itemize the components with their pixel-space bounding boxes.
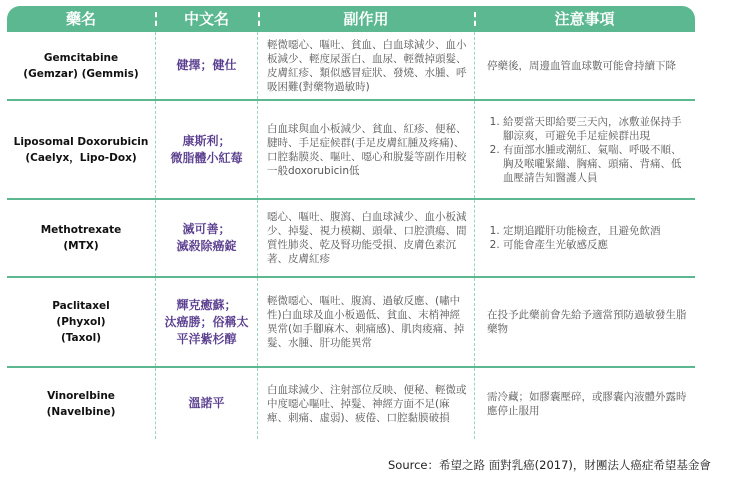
drug-name-cell xyxy=(7,200,155,276)
notes-cell xyxy=(474,32,695,99)
side-effects-text: 白血球減少、注射部位反映、便秘、輕微或中度噁心嘔吐、掉髮、神經方面不足(麻痺、刺痛、虛弱)、疲倦、口腔黏膜破損 xyxy=(267,383,467,424)
header-notes: 注意事項 xyxy=(474,6,695,32)
notes-cell xyxy=(474,101,695,198)
side-effects-text: 白血球與血小板減少、貧血、紅疹、便秘、腱時、手足症候群(手足皮膚紅腫及疼痛)、口腔黏膜炎、嘔吐、噁心和脫髮等副作用較一般doxorubicin低 xyxy=(267,122,467,177)
drug-name-cell xyxy=(7,368,155,439)
drug-brand: (MTX) xyxy=(63,240,99,252)
header-drug-name: 藥名 xyxy=(65,10,96,28)
notes-item: 1. 給要當天即給要三天內，冰敷並保持手腳涼爽，可避免手足症候群出現 xyxy=(503,115,689,143)
chinese-name-cell xyxy=(155,278,258,366)
notes-list xyxy=(487,115,689,185)
table-header xyxy=(7,6,695,32)
side-effects-cell xyxy=(258,101,474,198)
chinese-name-cell xyxy=(155,368,258,439)
drug-name-cell xyxy=(7,278,155,366)
table-row xyxy=(7,32,695,101)
drug-brand: (Navelbine) xyxy=(46,405,116,418)
notes-item: 2. 有面部水腫或潮紅、氣喘、呼吸不順、胸及喉嚨緊繃、胸痛、頭痛、背痛、低血壓請告知醫護人員 xyxy=(503,143,689,185)
chinese-name: 溫諾平 xyxy=(188,396,225,410)
chinese-name: 輝克癒蘇； xyxy=(176,297,237,312)
drug-name: Liposomal Doxorubicin xyxy=(13,135,149,148)
notes-cell xyxy=(474,200,695,276)
drug-brand: (Phyxol) xyxy=(56,316,106,328)
side-effects-text: 輕微噁心、嘔吐、貧血、白血球減少、血小板減少、輕度尿蛋白、血尿、輕微掉頭髮、皮膚紅疹、類似感冒症狀、發燒、水腫、呼吸困難(對藥物過敏時) xyxy=(267,38,467,93)
drug-name-cell xyxy=(7,32,155,99)
drug-brand-alt: (Taxol) xyxy=(60,332,102,344)
notes-text: 停藥後，周邊血管血球數可能會持續下降 xyxy=(487,59,676,72)
notes-text: 需冷藏；如膠囊壓碎，或膠囊內液體外露時應停止服用 xyxy=(487,390,687,417)
chinese-name-cell xyxy=(155,32,258,99)
table-row xyxy=(7,101,695,200)
notes-item: 1. 定期追蹤肝功能檢查，且避免飲酒 xyxy=(503,224,661,238)
chinese-name-cell xyxy=(155,200,258,276)
side-effects-cell xyxy=(258,32,474,99)
header-side-effects: 副作用 xyxy=(258,6,474,32)
drug-name-cell xyxy=(7,101,155,198)
notes-item: 2. 可能會產生光敏感反應 xyxy=(503,238,661,252)
source-caption: Source：希望之路 面對乳癌(2017)，財團法人癌症希望基金會 xyxy=(388,458,711,472)
table-row xyxy=(7,368,695,439)
chinese-name-alt: 平洋紫杉醇 xyxy=(176,331,237,346)
chinese-name-alt: 汰癌勝；俗稱太 xyxy=(164,314,249,329)
side-effects-text: 輕微噁心、嘔吐、腹瀉、過敏反應、(嘯中性)白血球及血小板過低、貧血、末梢神經異常(如手腳麻木、刺痛感)、肌肉痠痛、掉髮、水腫、肝功能異常 xyxy=(267,295,465,349)
drug-table xyxy=(7,6,695,439)
notes-text: 在投予此藥前會先給予適當預防過敏發生脂藥物 xyxy=(487,309,687,335)
chinese-name: 健擇；健仕 xyxy=(176,58,237,72)
side-effects-cell xyxy=(258,278,474,366)
chinese-name-cell xyxy=(155,101,258,198)
notes-cell xyxy=(474,278,695,366)
drug-name: Paclitaxel xyxy=(52,300,110,312)
notes-cell xyxy=(474,368,695,439)
side-effects-cell xyxy=(258,200,474,276)
side-effects-text: 噁心、嘔吐、腹瀉、白血球減少、血小板減少、掉髮、視力模糊、頭暈、口腔潰瘍、間質性肺炎、乾及腎功能受損、皮膚色素沉著、皮膚紅疹 xyxy=(267,211,467,265)
chinese-name-alt: 微脂體小紅莓 xyxy=(170,150,243,165)
header-chinese-name: 中文名 xyxy=(155,6,258,32)
chinese-name: 康斯利； xyxy=(182,133,231,148)
drug-name: Gemcitabine xyxy=(43,51,119,64)
drug-name: Methotrexate xyxy=(40,224,122,236)
drug-brand: (Gemzar) (Gemmis) xyxy=(23,67,139,80)
side-effects-cell xyxy=(258,368,474,439)
chinese-name: 滅可善； xyxy=(182,222,231,236)
table-row xyxy=(7,200,695,278)
table-row xyxy=(7,278,695,368)
drug-name: Vinorelbine xyxy=(47,389,115,402)
chinese-name-alt: 滅殺除癌錠 xyxy=(176,239,237,253)
notes-list xyxy=(487,224,661,252)
drug-brand: (Caelyx，Lipo-Dox) xyxy=(25,151,137,164)
